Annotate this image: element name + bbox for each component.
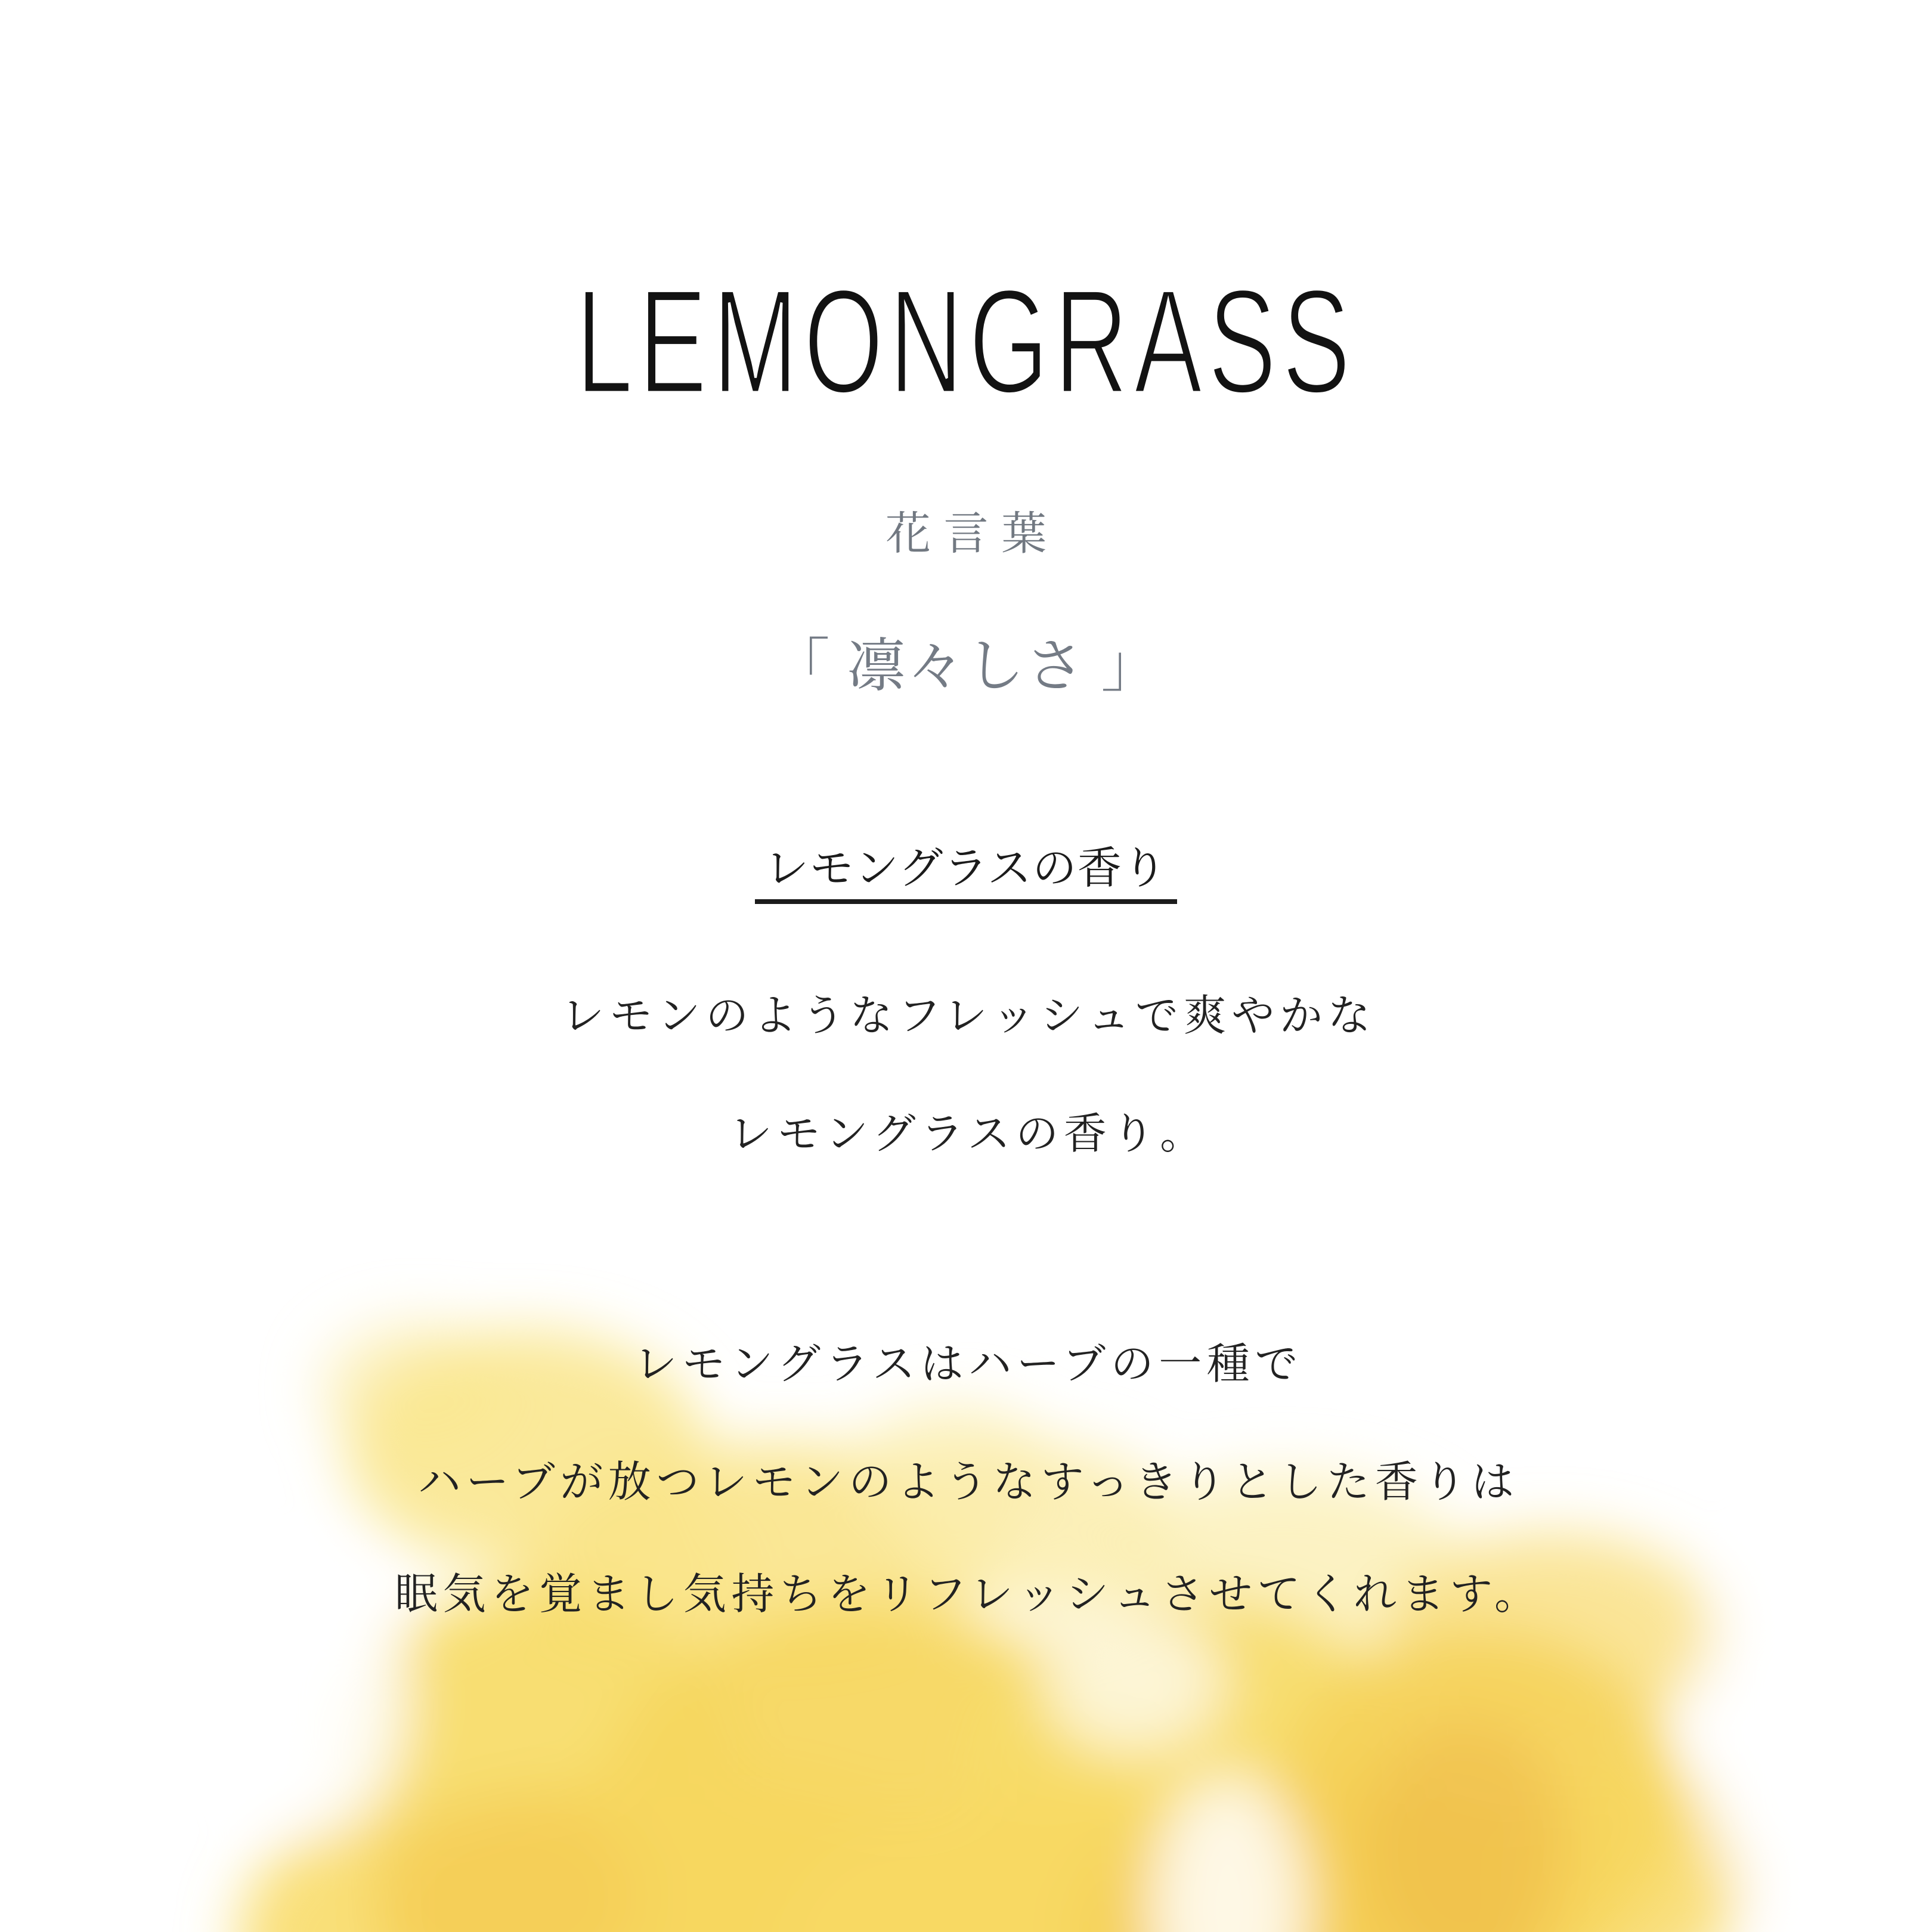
scent-heading-row [0, 844, 1932, 904]
watercolor-splash [0, 1193, 1932, 1932]
brand-title [0, 258, 1932, 425]
flower-language-label: 花言葉 [885, 509, 1060, 559]
flower-language-quote: 「 凛々しさ 」 [771, 634, 1161, 699]
brand-title-text: LEMONGRASS [575, 258, 1357, 425]
scent-description-line-2: レモングラスの香り。 [729, 1110, 1208, 1158]
herb-description-line-1: レモングラスはハーブの一種で [634, 1340, 1304, 1388]
herb-description-line-3: 眠気を覚まし気持ちをリフレッシュさせてくれます。 [395, 1571, 1543, 1618]
watercolor-blobs [239, 1324, 1932, 1932]
herb-description-line-2: ハーブが放つレモンのようなすっきりとした香りは [417, 1459, 1519, 1506]
scent-heading: レモングラスの香り [755, 847, 1177, 904]
scent-description-line-1: レモンのようなフレッシュで爽やかな [561, 992, 1376, 1040]
